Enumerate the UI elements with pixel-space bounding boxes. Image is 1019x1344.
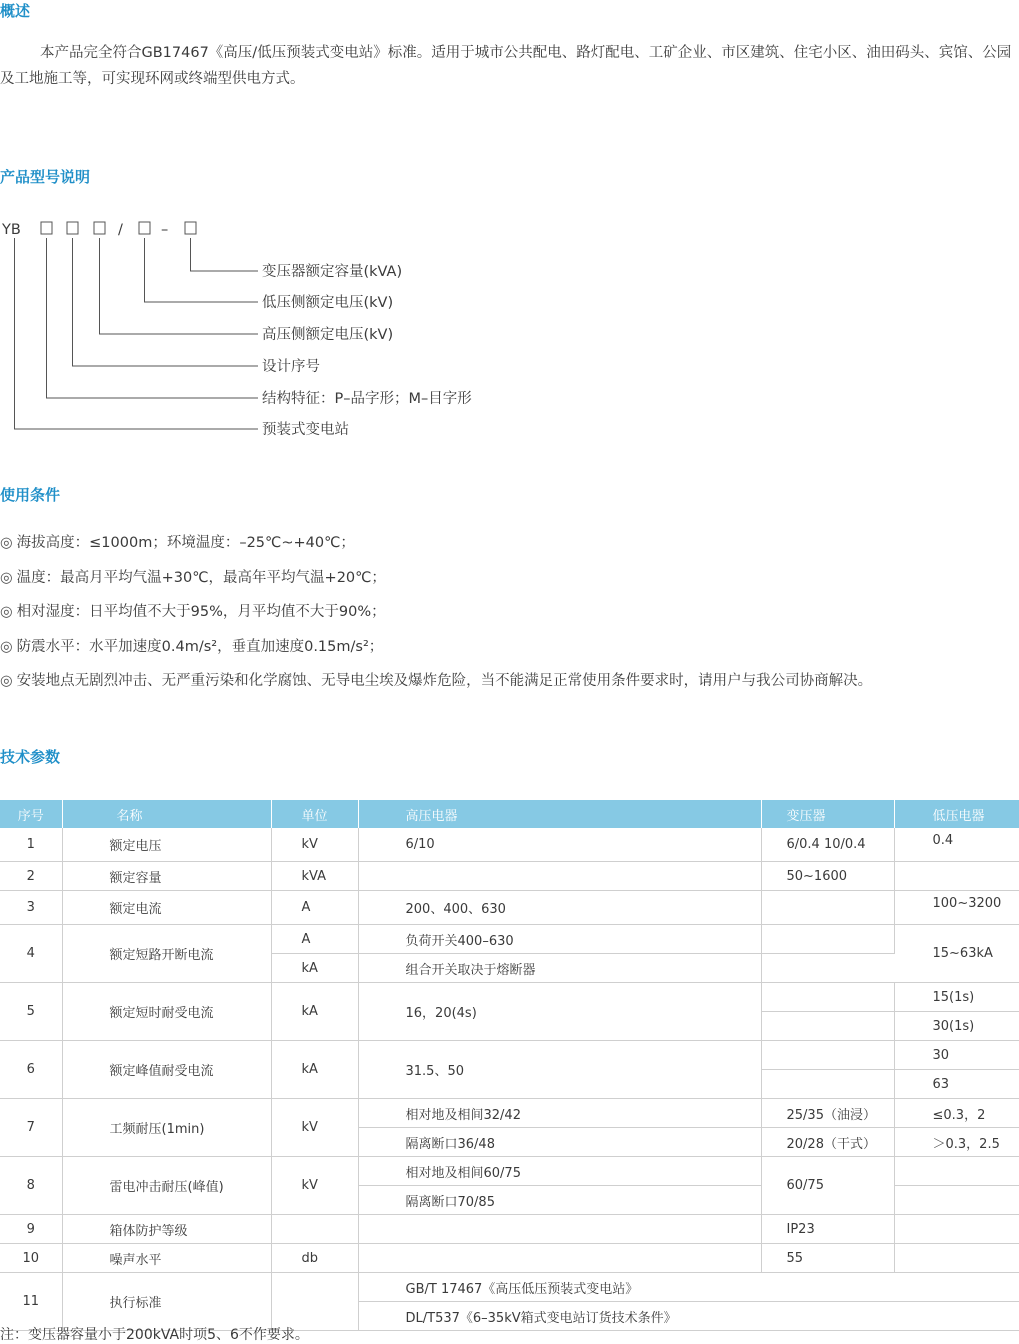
table-row: 2 额定容量 kVA 50~1600 [0,862,1019,891]
code-box-1 [41,222,52,234]
condition-item: ◎ 相对湿度：日平均值不大于95%，月平均值不大于90%； [0,604,386,620]
code-box-4 [139,222,150,234]
table-row: 9 箱体防护等级 IP23 [0,1215,1019,1244]
table-row: DL/T537《6–35kV箱式变电站订货技术条件》 [0,1302,1019,1331]
model-label-2: 低压侧额定电压(kV) [262,295,394,311]
leader-line-3 [100,238,259,334]
bullet-icon: ◎ [0,604,13,620]
conditions-heading: 使用条件 [0,486,61,504]
col-header-hv: 高压电器 [358,800,761,828]
bullet-icon: ◎ [0,535,13,551]
code-slash: / [118,222,123,238]
table-row: 1 额定电压 kV 6/10 6/0.4 10/0.4 0.4 [0,828,1019,862]
condition-item: ◎ 温度：最高月平均气温+30℃，最高年平均气温+20℃； [0,569,386,586]
model-label-5: 结构特征：P–品字形；M–目字形 [262,391,472,407]
tech-params-table [0,800,1019,1331]
tech-heading: 技术参数 [0,748,61,766]
table-row: 11 执行标准 GB/T 17467《高压低压预装式变电站》 [0,1273,1019,1302]
table-header-row [0,800,1019,828]
table-row: 6 额定峰值耐受电流 kA 31.5、50 30 [0,1041,1019,1070]
table-row: 7 工频耐压(1min) kV 相对地及相间32/42 25/35（油浸） ≤0.3，2 [0,1099,1019,1128]
table-row: 30(1s) [0,1012,1019,1041]
col-header-lv: 低压电器 [894,800,1019,828]
table-row: 4 额定短路开断电流 A 负荷开关400–630 15~63kA [0,925,1019,954]
code-dash: – [161,222,169,238]
model-label-1: 变压器额定容量(kVA) [262,264,403,280]
table-footnote: 注：变压器容量小于200kVA时项5、6不作要求。 [0,1327,309,1343]
table-row: 8 雷电冲击耐压(峰值) kV 相对地及相间60/75 60/75 [0,1157,1019,1186]
condition-item: ◎ 海拔高度：≤1000m；环境温度：–25℃~+40℃； [0,535,355,551]
table-row: 63 [0,1070,1019,1099]
table-row: 5 额定短时耐受电流 kA 16，20(4s) 15(1s) [0,983,1019,1012]
table-row: 10 噪声水平 db 55 [0,1244,1019,1273]
code-box-2 [67,222,78,234]
leader-line-5 [47,238,259,398]
conditions-list [0,530,872,703]
table-row: 隔离断口36/48 20/28（干式） ＞0.3，2.5 [0,1128,1019,1157]
model-code-diagram [0,212,560,442]
overview-text: 本产品完全符合GB17467《高压/低压预装式变电站》标准。适用于城市公共配电、路灯配电、工矿企业、市区建筑、住宅小区、油田码头、宾馆、公园及工地施工等，可实现环网或终端型供电方式。 [0,45,1012,87]
table-row: 3 额定电流 A 200、400、630 100~3200 [0,891,1019,925]
overview-heading: 概述 [0,2,31,20]
bullet-icon: ◎ [0,638,13,655]
model-label-3: 高压侧额定电压(kV) [262,327,394,343]
overview-paragraph [0,40,1019,92]
col-header-transformer: 变压器 [761,800,894,828]
model-heading: 产品型号说明 [0,168,91,186]
code-box-5 [185,222,196,234]
code-box-3 [94,222,105,234]
table-row: kA 组合开关取决于熔断器 [0,954,1019,983]
col-header-name: 名称 [62,800,271,828]
code-prefix: YB [2,222,21,238]
model-label-4: 设计序号 [262,359,320,375]
col-header-unit: 单位 [271,800,358,828]
table-row: 隔离断口70/85 [0,1186,1019,1215]
bullet-icon: ◎ [0,569,13,586]
leader-line-2 [145,238,259,302]
condition-item: ◎ 防震水平：水平加速度0.4m/s²，垂直加速度0.15m/s²； [0,638,384,655]
bullet-icon: ◎ [0,673,13,689]
col-header-no: 序号 [0,800,62,828]
model-label-6: 预装式变电站 [262,422,349,438]
leader-line-1 [191,238,259,271]
condition-item: ◎ 安装地点无剧烈冲击、无严重污染和化学腐蚀、无导电尘埃及爆炸危险，当不能满足正常使用条件要求时，请用户与我公司协商解决。 [0,673,873,689]
